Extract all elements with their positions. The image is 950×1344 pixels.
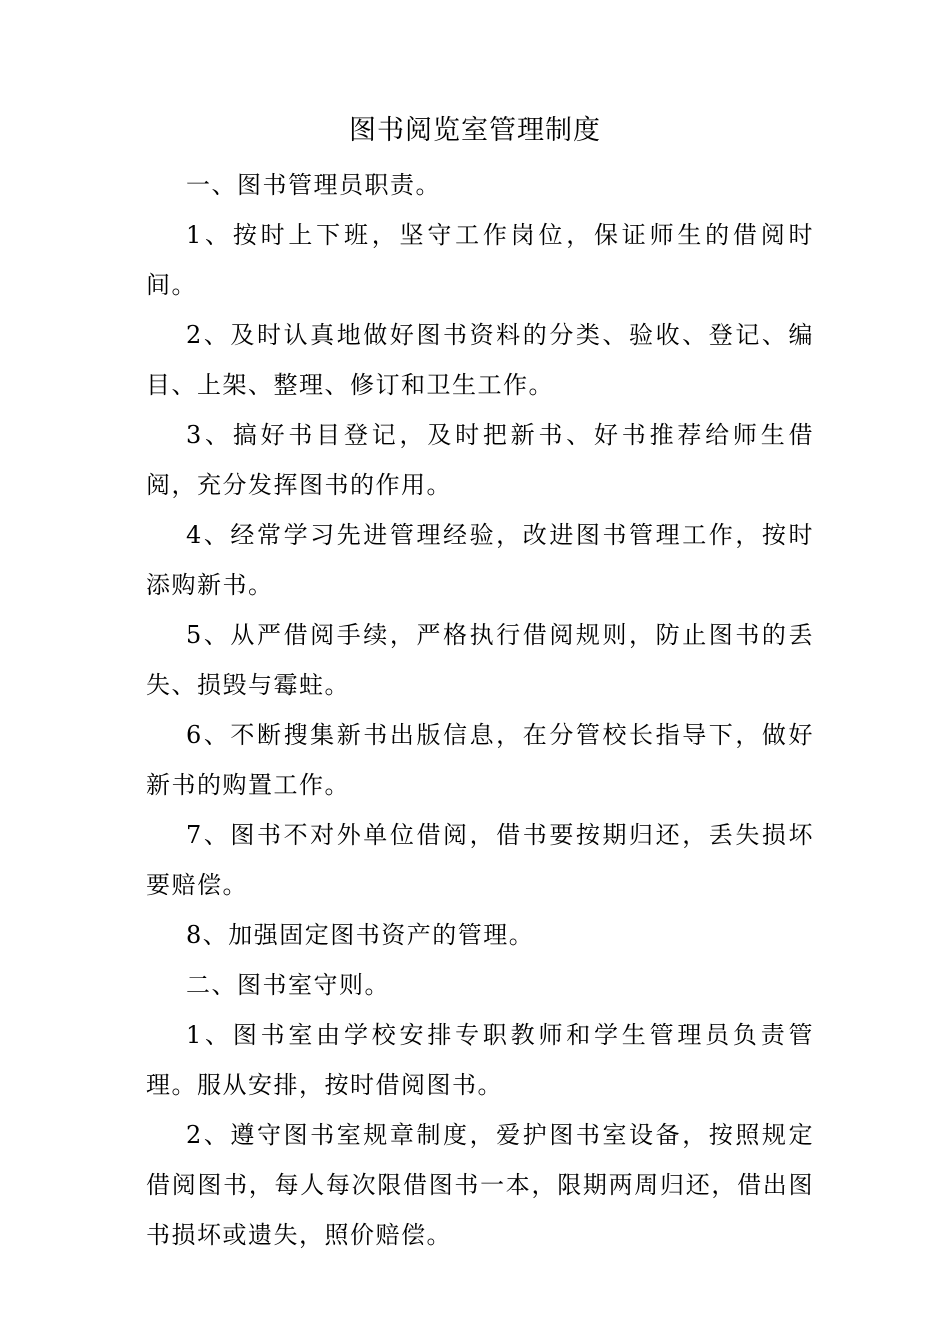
- paragraph-item-1-4: 4、经常学习先进管理经验，改进图书管理工作，按时添购新书。: [146, 521, 814, 599]
- paragraph-item-1-3: 3、搞好书目登记，及时把新书、好书推荐给师生借阅，充分发挥图书的作用。: [146, 421, 814, 499]
- paragraph-item-1-2: 2、及时认真地做好图书资料的分类、验收、登记、编目、上架、整理、修订和卫生工作。: [146, 321, 814, 399]
- paragraph-item-1-1: 1、按时上下班，坚守工作岗位，保证师生的借阅时间。: [146, 221, 814, 299]
- paragraph-item-1-5: 5、从严借阅手续，严格执行借阅规则，防止图书的丢失、损毁与霉蛀。: [146, 621, 814, 699]
- paragraph-section-2-heading: 二、图书室守则。: [186, 971, 390, 999]
- document-body: [146, 160, 814, 1260]
- paragraph-item-1-7: 7、图书不对外单位借阅，借书要按期归还，丢失损坏要赔偿。: [146, 821, 814, 899]
- document-title: 图书阅览室管理制度: [349, 115, 601, 146]
- paragraph-item-2-1: 1、图书室由学校安排专职教师和学生管理员负责管理。服从安排，按时借阅图书。: [146, 1021, 814, 1099]
- paragraph-item-2-2: 2、遵守图书室规章制度，爱护图书室设备，按照规定借阅图书，每人每次限借图书一本，限期两周归还，借出图书损坏或遗失，照价赔偿。: [146, 1121, 814, 1249]
- paragraph-item-1-8: 8、加强固定图书资产的管理。: [186, 921, 535, 949]
- paragraph-section-1-heading: 一、图书管理员职责。: [186, 171, 441, 199]
- paragraph-item-1-6: 6、不断搜集新书出版信息，在分管校长指导下，做好新书的购置工作。: [146, 721, 814, 799]
